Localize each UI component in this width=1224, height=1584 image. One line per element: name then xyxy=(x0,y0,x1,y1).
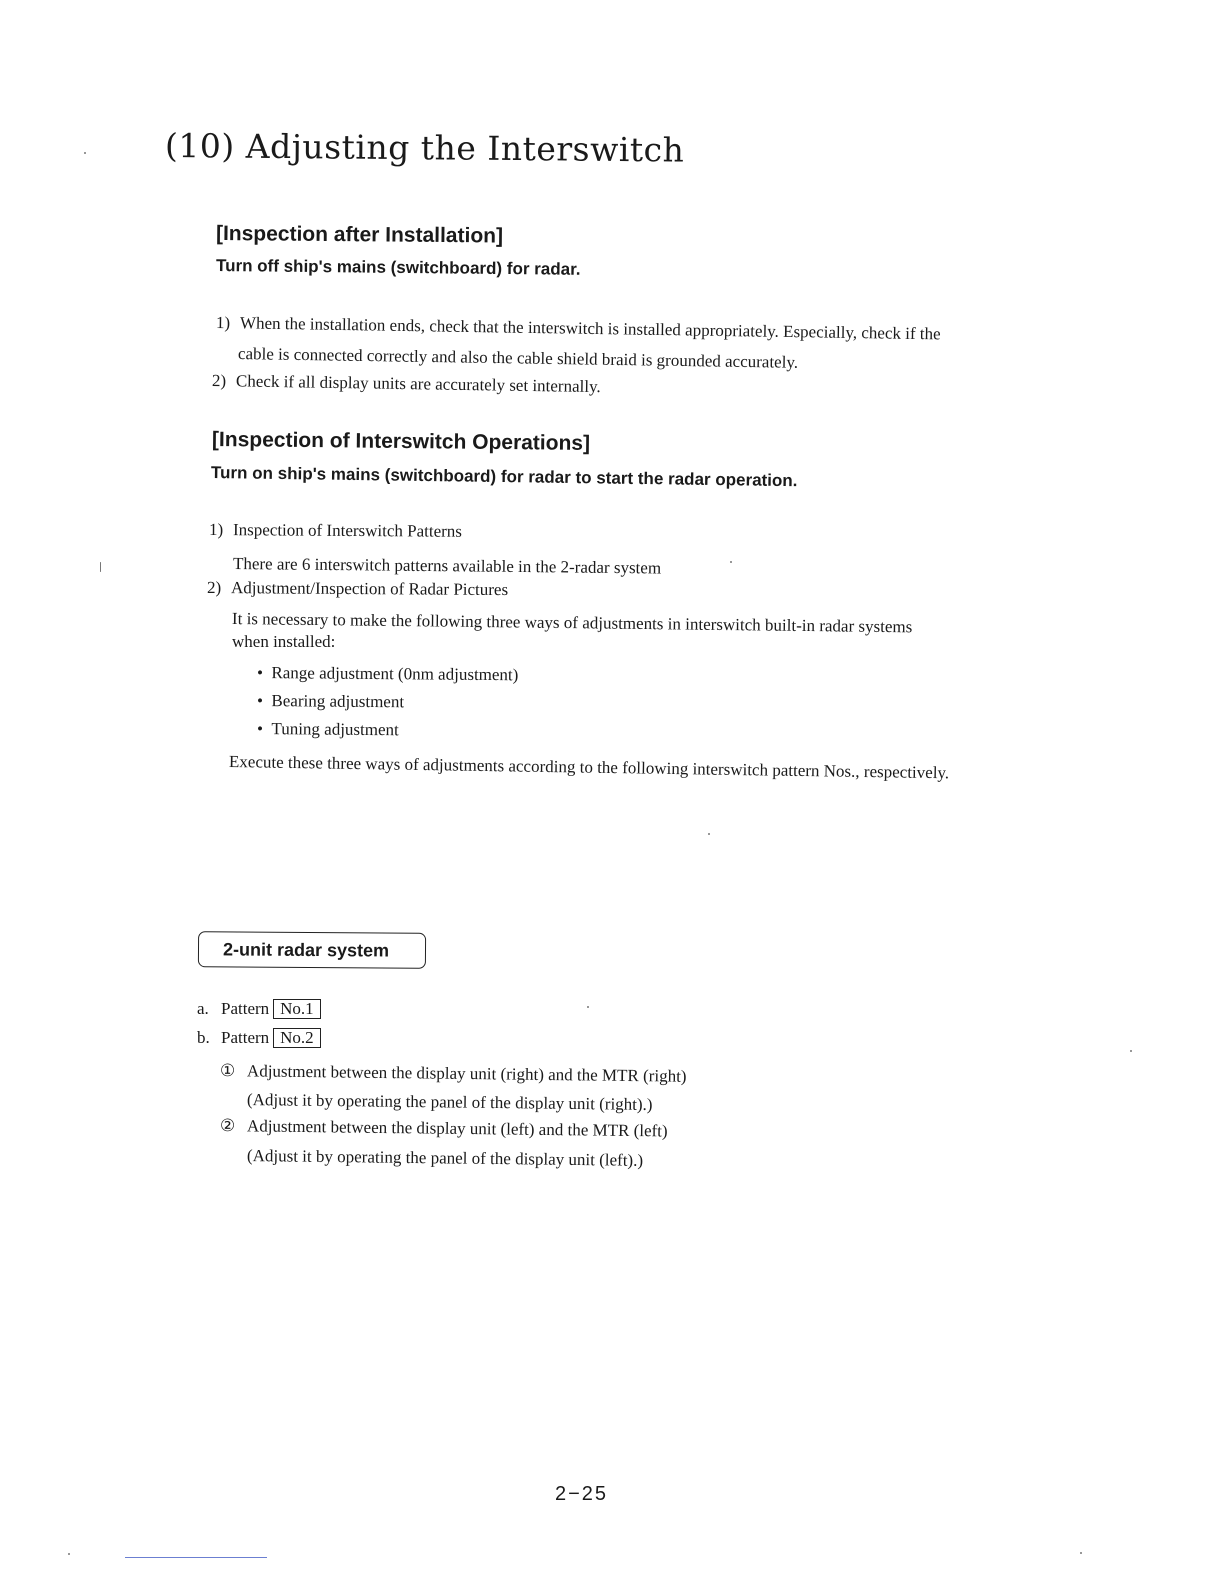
bullet-text: Tuning adjustment xyxy=(271,719,399,740)
circled-two-icon: ② xyxy=(219,1116,236,1136)
step-text: Adjustment between the display unit (left) and the MTR (left) xyxy=(246,1116,668,1141)
list-item-number: 2) xyxy=(206,578,222,598)
scan-speck xyxy=(100,562,101,572)
bullet-icon: • xyxy=(256,691,272,711)
pattern-label: Pattern xyxy=(221,999,270,1018)
step-text: Adjustment between the display unit (right) and the MTR (right) xyxy=(246,1061,687,1086)
bullet-item xyxy=(257,688,404,714)
pattern-letter: b. xyxy=(197,1028,210,1047)
scan-speck xyxy=(68,1553,70,1555)
pattern-letter: a. xyxy=(197,999,209,1018)
section-heading-inspection-after-installation: [Inspection after Installation] xyxy=(215,222,504,248)
list-item-title: Adjustment/Inspection of Radar Pictures xyxy=(230,578,509,600)
scan-speck xyxy=(1080,1552,1082,1554)
page-number: 2−25 xyxy=(555,1483,609,1505)
list-item-number: 1) xyxy=(208,520,224,540)
list-item xyxy=(216,310,941,346)
section-subheading-turn-off: Turn off ship's mains (switchboard) for radar. xyxy=(215,256,581,279)
system-label: 2-unit radar system xyxy=(198,931,426,969)
scan-speck xyxy=(84,152,86,154)
list-item-text: It is necessary to make the following three ways of adjustments in interswitch built-in radar systems xyxy=(231,609,913,637)
step-item xyxy=(220,1113,668,1143)
step-note: (Adjust it by operating the panel of the display unit (left).) xyxy=(246,1146,644,1170)
bottom-rule xyxy=(125,1557,267,1558)
pattern-number-box: No.1 xyxy=(273,999,321,1019)
list-item-number: 2) xyxy=(211,371,227,391)
circled-one-icon: ① xyxy=(219,1061,236,1081)
scan-speck xyxy=(1130,1050,1132,1052)
pattern-item xyxy=(197,996,321,1021)
step-item xyxy=(220,1058,687,1089)
list-item-text: when installed: xyxy=(232,632,336,651)
list-item-number: 1) xyxy=(215,313,231,333)
closing-text: Execute these three ways of adjustments according to the following interswitch pattern Nos., respectively. xyxy=(228,752,950,783)
scan-speck xyxy=(730,561,732,563)
pattern-label: Pattern xyxy=(221,1028,270,1047)
list-item-continuation: cable is connected correctly and also the cable shield braid is grounded accurately. xyxy=(237,344,799,372)
bullet-item xyxy=(257,660,519,687)
step-note: (Adjust it by operating the panel of the display unit (right).) xyxy=(246,1090,653,1114)
list-item xyxy=(212,368,601,399)
list-item-text: Check if all display units are accurately set internally. xyxy=(235,371,601,397)
scan-speck xyxy=(708,833,710,835)
bullet-text: Range adjustment (0nm adjustment) xyxy=(271,663,519,685)
pattern-item xyxy=(197,1025,321,1050)
list-item xyxy=(209,517,462,544)
bullet-icon: • xyxy=(256,719,272,739)
bullet-text: Bearing adjustment xyxy=(271,691,405,712)
list-item-title: Inspection of Interswitch Patterns xyxy=(232,520,463,541)
page-title: (10) Adjusting the Interswitch xyxy=(164,126,685,170)
section-subheading-turn-on: Turn on ship's mains (switchboard) for radar to start the radar operation. xyxy=(210,463,798,491)
scan-speck xyxy=(587,1006,589,1008)
section-heading-inspection-of-operations: [Inspection of Interswitch Operations] xyxy=(211,428,591,455)
bullet-item xyxy=(257,716,399,742)
list-item-text: There are 6 interswitch patterns available in the 2-radar system xyxy=(232,554,662,578)
list-item-text: When the installation ends, check that the interswitch is installed appropriately. Especially, check if the xyxy=(239,313,941,344)
pattern-number-box: No.2 xyxy=(273,1028,321,1048)
bullet-icon: • xyxy=(256,663,272,683)
list-item xyxy=(207,575,508,602)
